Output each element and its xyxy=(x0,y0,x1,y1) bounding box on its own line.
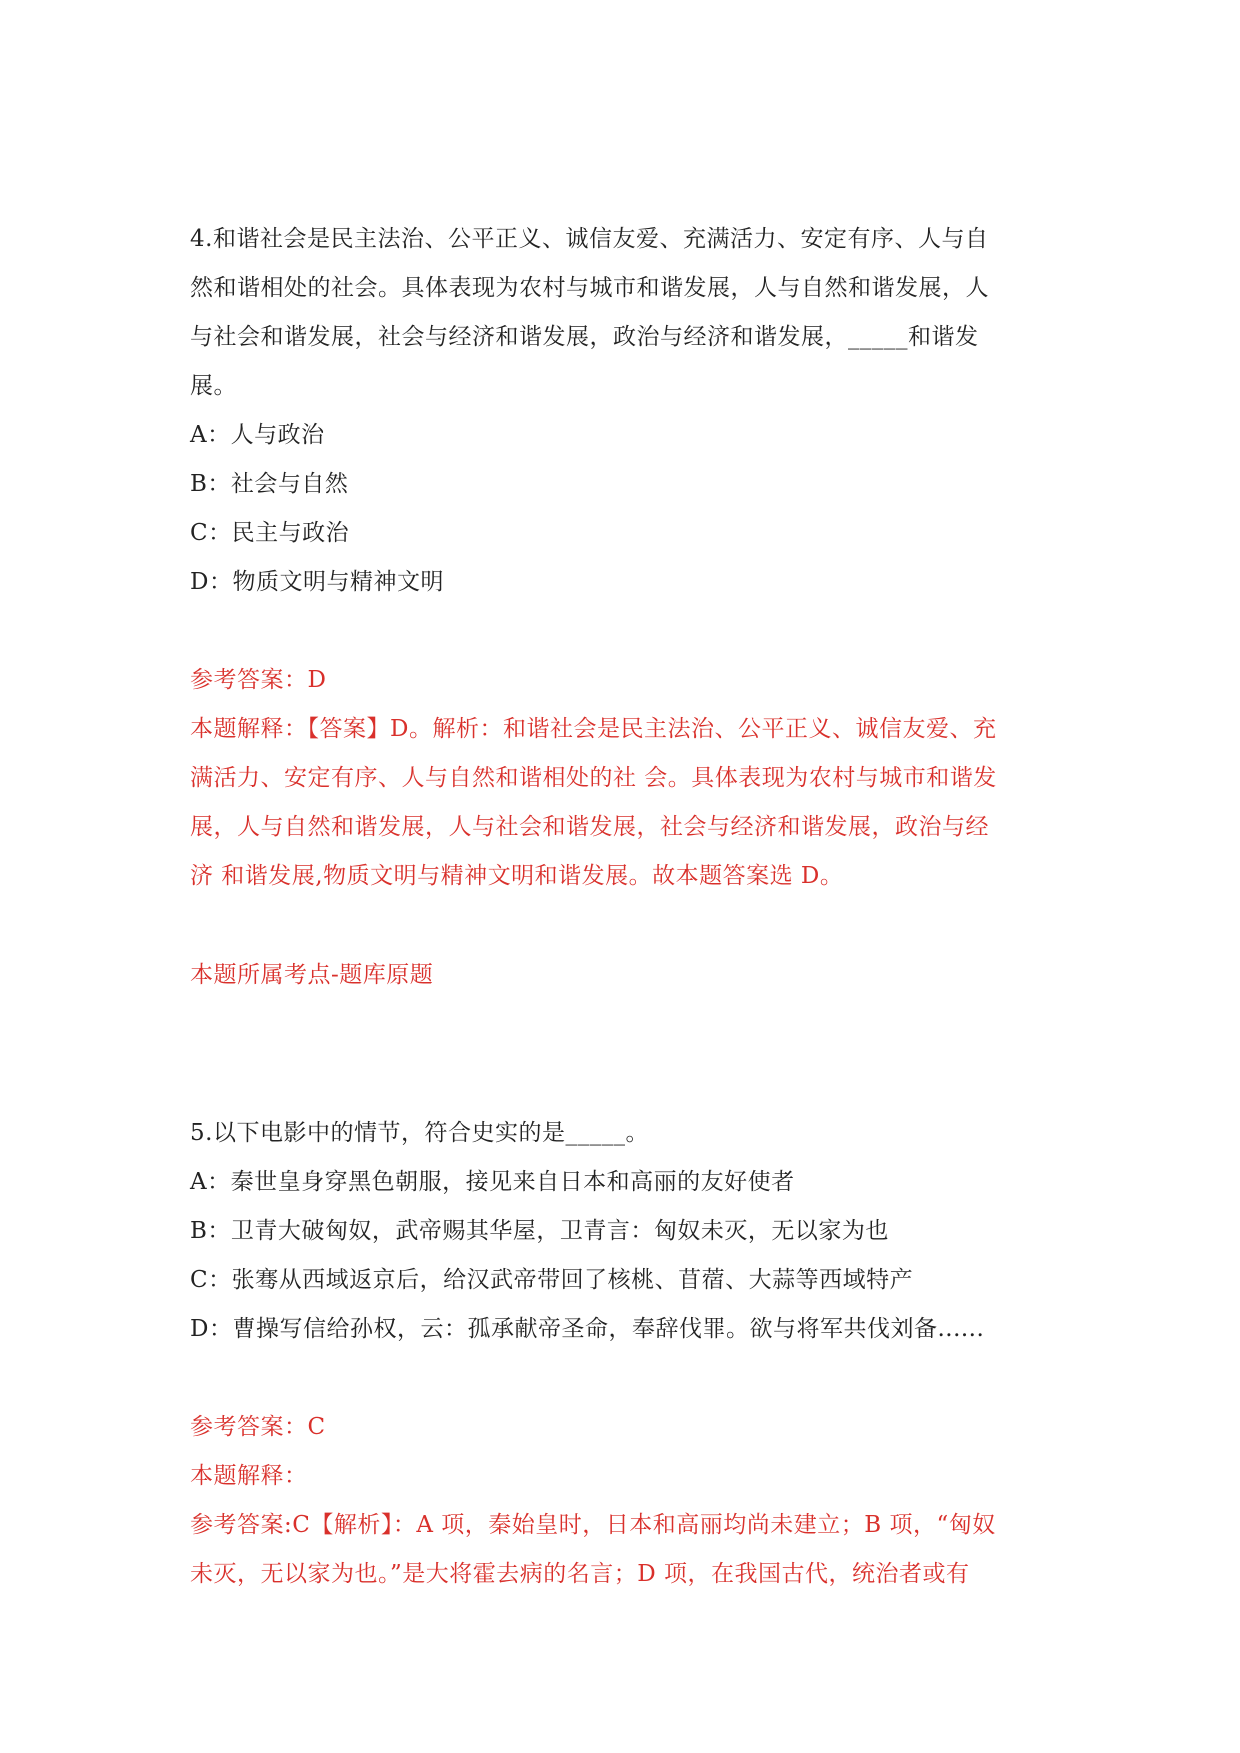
option-c: C：张骞从西域返京后，给汉武帝带回了核桃、苜蓿、大蒜等西域特产 xyxy=(190,1267,914,1293)
reference-answer: 参考答案：D xyxy=(190,667,327,693)
explanation-line: 展，人与自然和谐发展，人与社会和谐发展，社会与经济和谐发展，政治与经 xyxy=(190,814,989,840)
explanation-label: 本题解释： xyxy=(190,1463,308,1489)
question-4-knowledge-point xyxy=(190,951,1070,1000)
stem-line: 展。 xyxy=(190,373,237,399)
option-a: A：人与政治 xyxy=(190,422,325,448)
explanation-line: 参考答案:C【解析】：A 项，秦始皇时，日本和高丽均尚未建立；B 项，“匈奴 xyxy=(190,1512,996,1538)
question-5-stem xyxy=(190,1109,1070,1158)
question-5-options xyxy=(190,1158,1070,1354)
option-a: A：秦世皇身穿黑色朝服，接见来自日本和高丽的友好使者 xyxy=(190,1169,795,1195)
option-c: C：民主与政治 xyxy=(190,520,350,546)
stem-line: 然和谐相处的社会。具体表现为农村与城市和谐发展，人与自然和谐发展，人 xyxy=(190,275,989,301)
option-b: B：卫青大破匈奴，武帝赐其华屋，卫青言：匈奴未灭，无以家为也 xyxy=(190,1218,889,1244)
stem-line: 4.和谐社会是民主法治、公平正义、诚信友爱、充满活力、安定有序、人与自 xyxy=(190,226,989,252)
explanation-line: 济 和谐发展,物质文明与精神文明和谐发展。故本题答案选 D。 xyxy=(190,863,844,889)
explanation-line: 满活力、安定有序、人与自然和谐相处的社 会。具体表现为农村与城市和谐发 xyxy=(190,765,997,791)
stem-line: 与社会和谐发展，社会与经济和谐发展，政治与经济和谐发展，_____和谐发 xyxy=(190,324,979,350)
question-5-answer-block xyxy=(190,1403,1070,1599)
question-4-stem xyxy=(190,215,1070,411)
question-4-answer-block xyxy=(190,656,1070,901)
knowledge-point: 本题所属考点-题库原题 xyxy=(190,962,434,988)
explanation-line: 本题解释：【答案】D。解析：和谐社会是民主法治、公平正义、诚信友爱、充 xyxy=(190,716,997,742)
question-4-options xyxy=(190,411,1070,607)
explanation-line: 未灭，无以家为也。”是大将霍去病的名言；D 项，在我国古代，统治者或有 xyxy=(190,1561,970,1587)
reference-answer: 参考答案：C xyxy=(190,1414,326,1440)
option-b: B：社会与自然 xyxy=(190,471,349,497)
option-d: D：物质文明与精神文明 xyxy=(190,569,444,595)
stem-line: 5.以下电影中的情节，符合史实的是_____。 xyxy=(190,1120,649,1146)
option-d: D：曹操写信给孙权，云：孤承献帝圣命，奉辞伐罪。欲与将军共伐刘备...... xyxy=(190,1316,985,1342)
